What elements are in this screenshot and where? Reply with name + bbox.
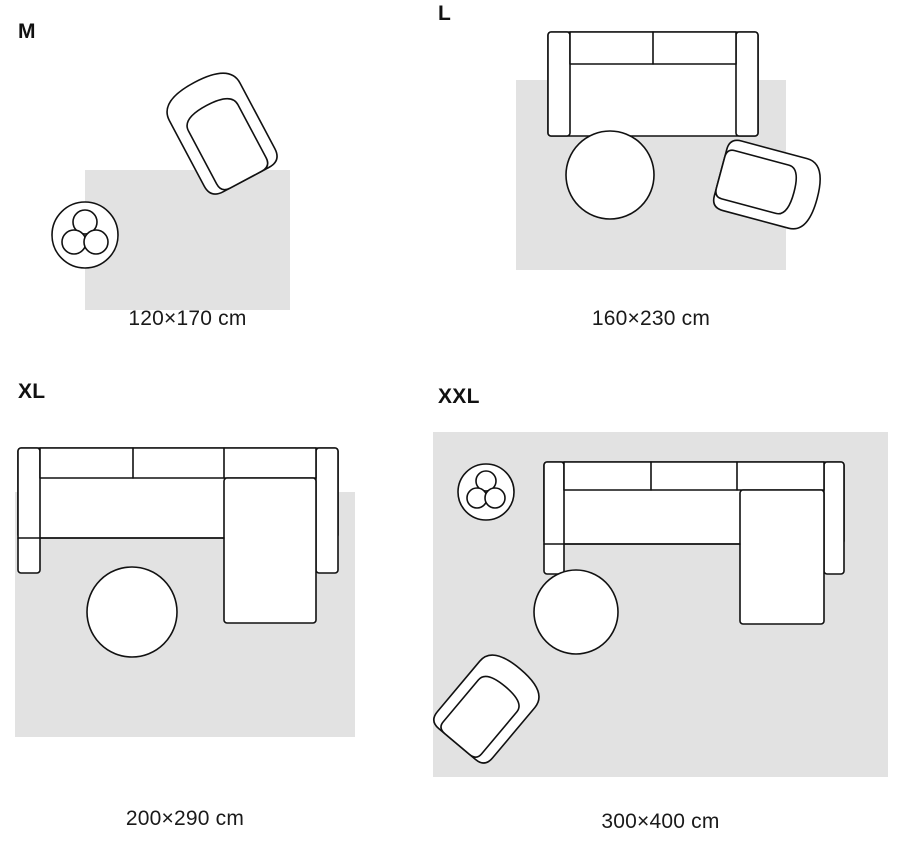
size-label-xxl: XXL [438,385,480,408]
dimension-label-xl: 200×290 cm [125,807,245,830]
rug-illustration-m [0,30,440,330]
plant-icon [52,202,118,268]
coffee-table-icon [534,570,618,654]
plant-icon [458,464,514,520]
dimension-label-xxl: 300×400 cm [601,810,720,833]
size-label-xl: XL [18,380,46,403]
dimension-label-l: 160×230 cm [591,307,711,330]
size-panel-xl [0,370,440,860]
size-panel-l [430,0,920,350]
size-label-m: M [18,20,36,43]
rug-illustration-l [430,10,920,320]
rug-illustration-xxl [430,420,920,820]
size-panel-xxl [430,370,920,860]
coffee-table-icon [566,131,654,219]
size-panel-m [0,0,440,350]
coffee-table-icon [87,567,177,657]
dimension-label-m: 120×170 cm [128,307,247,330]
size-label-l: L [438,2,452,25]
rug-illustration-xl [0,415,440,815]
sofa-icon [548,32,758,136]
